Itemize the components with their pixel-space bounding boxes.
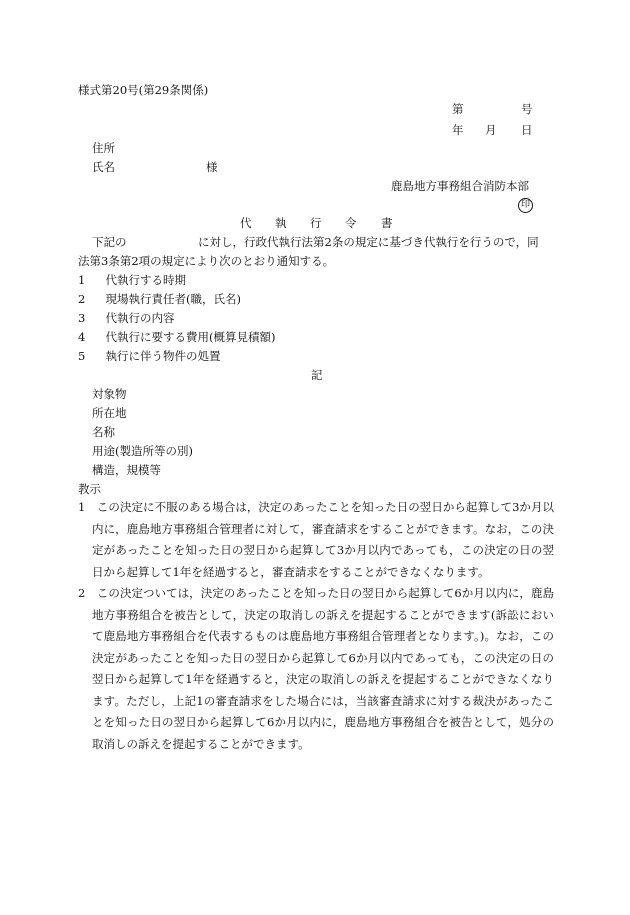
item-number: 1 [78,273,86,287]
item-number: 5 [78,349,86,363]
address-label: 住所 [92,141,115,155]
field-object: 対象物 [92,387,127,401]
intro-line1-a: 下記の [92,235,127,249]
notice-item-1: 1 この決定に不服のある場合は，決定のあったことを知った日の翌日から起算して3か月以内に，鹿島地方事務組合管理者に対して，審査請求をすることができます。なお，この決定があったことを知った日の翌日から起算して3か月以内であっても，この決定の日の翌日から起算して1年を経過すると，審査請求をすることができなくなります。 [78,500,554,579]
notice-label: 教示 [78,482,101,496]
form-label: 様式第20号(第29条関係) [78,83,209,97]
title-char: 執 [275,216,287,230]
item-number: 4 [78,330,86,344]
field-usage: 用途(製造所等の別) [92,444,193,458]
title-char: 書 [381,216,393,230]
item-text: 代執行する時期 [105,273,186,287]
item-3 [78,313,175,325]
item-number: 2 [78,292,86,306]
item-text: 執行に伴う物件の処置 [105,349,221,363]
title-char: 令 [345,216,357,230]
item-text: 代執行の内容 [105,311,175,325]
notice-body [78,497,554,755]
honorific: 様 [206,160,218,174]
item-4 [78,332,275,344]
item-number: 3 [78,311,86,325]
date-month: 月 [485,123,497,137]
seal-mark [518,198,533,213]
item-text: 現場執行責任者(職，氏名) [105,292,241,306]
field-name: 名称 [92,425,115,439]
title-char: 代 [240,216,252,230]
date-year: 年 [452,123,464,137]
intro-line1-b: に対し，行政代執行法第2条の規定に基づき代執行を行うので，同 [198,235,539,249]
number-suffix: 号 [521,102,533,116]
ki-heading: 記 [311,368,323,382]
item-text: 代執行に要する費用(概算見積額) [105,330,276,344]
title-char: 行 [310,216,322,230]
intro-line2: 法第3条第2項の規定により次のとおり通知する。 [78,254,335,268]
number-label: 第 [452,102,464,116]
item-2 [78,294,241,306]
document-title [240,216,393,230]
issuer-name: 鹿島地方事務組合消防本部 [391,179,529,193]
notice-item-2: 2 この決定ついては，決定のあったことを知った日の翌日から起算して6か月以内に，鹿島地方事務組合を被告として，決定の取消しの訴えを提起することができます(訴訟において鹿島地方事務組合を代表するものは鹿島地方事務組合管理者となります。)。なお，この決定があったことを知った日の翌日から起算して6か月以内であっても，この決定の日の翌日から起算して1年を経過すると，決定の取消しの訴えを提起することができなくなります。ただし，上記1の審査請求をした場合には，当該審査請求に対する裁決があったことを知った日の翌日から起算して6か月以内に，鹿島地方事務組合を被告として，処分の取消しの訴えを提起することができます。 [78,586,554,751]
item-5 [78,351,221,363]
field-structure: 構造，規模等 [92,463,161,477]
item-1 [78,275,186,287]
field-location: 所在地 [92,406,127,420]
name-label: 氏名 [92,160,115,174]
seal-char: 印 [520,200,530,210]
date-day: 日 [521,123,533,137]
